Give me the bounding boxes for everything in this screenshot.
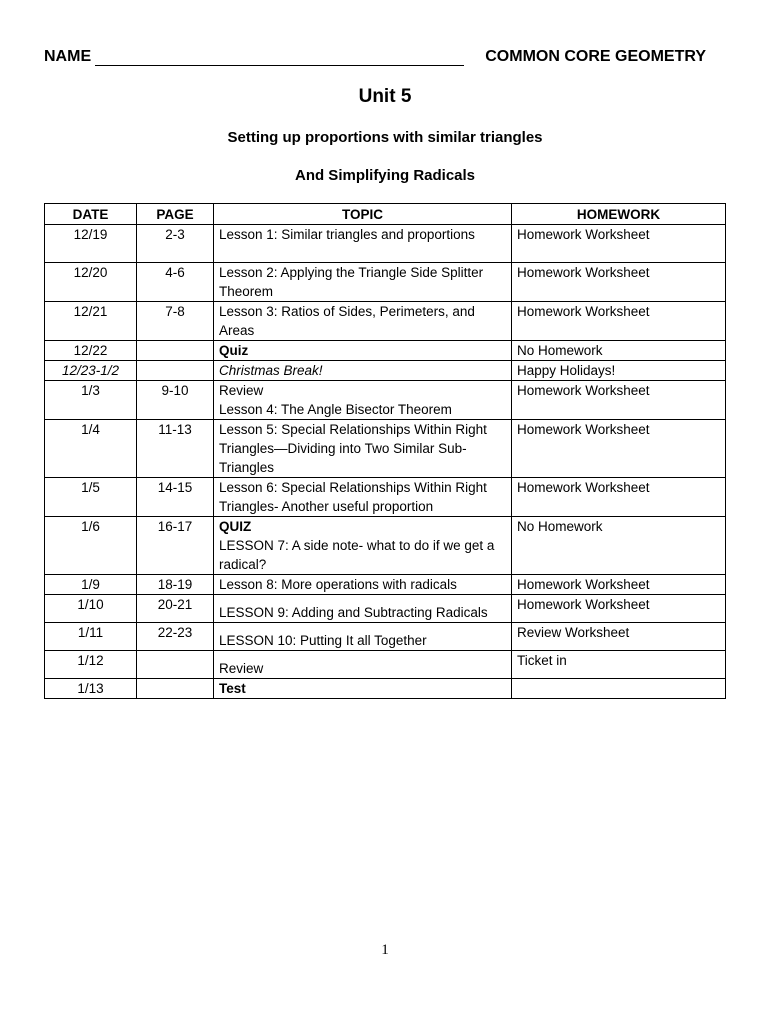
date-cell: 1/10 (45, 595, 137, 623)
topic-line: Lesson 4: The Angle Bisector Theorem (219, 402, 452, 417)
table-row (45, 361, 726, 381)
homework-cell: Homework Worksheet (512, 263, 726, 302)
topic-cell (214, 651, 512, 679)
homework-cell: Homework Worksheet (512, 420, 726, 478)
topic-line: QUIZ (219, 519, 252, 534)
date-cell: 1/13 (45, 679, 137, 699)
table-row (45, 623, 726, 651)
table-row (45, 517, 726, 575)
topic-cell (214, 361, 512, 381)
topic-cell (214, 420, 512, 478)
page-cell: 4-6 (137, 263, 214, 302)
date-cell: 12/21 (45, 302, 137, 341)
page-cell: 11-13 (137, 420, 214, 478)
column-header-topic: TOPIC (214, 204, 512, 225)
page-cell: 2-3 (137, 225, 214, 263)
unit-title: Unit 5 (358, 86, 412, 107)
table-row (45, 478, 726, 517)
topic-line: Lesson 2: Applying the Triangle Side Splitter (219, 265, 484, 280)
table-header-row (45, 204, 726, 225)
topic-line: Lesson 6: Special Relationships Within Right (219, 480, 487, 495)
topic-cell (214, 575, 512, 595)
page-cell: 14-15 (137, 478, 214, 517)
date-cell: 1/12 (45, 651, 137, 679)
homework-cell: Homework Worksheet (512, 575, 726, 595)
homework-cell: Homework Worksheet (512, 225, 726, 263)
topic-cell (214, 595, 512, 623)
page-cell (137, 341, 214, 361)
topic-cell (214, 302, 512, 341)
table-row (45, 225, 726, 263)
page-cell: 9-10 (137, 381, 214, 420)
homework-cell: Happy Holidays! (512, 361, 726, 381)
topic-line: LESSON 7: A side note- what to do if we get a (219, 538, 495, 553)
page-cell (137, 679, 214, 699)
table-row (45, 341, 726, 361)
topic-cell (214, 381, 512, 420)
date-cell: 1/6 (45, 517, 137, 575)
name-label: NAME (44, 48, 92, 65)
table-row (45, 595, 726, 623)
page-cell: 18-19 (137, 575, 214, 595)
name-blank-line (95, 65, 464, 66)
subtitle-radicals: And Simplifying Radicals (294, 167, 476, 184)
table-row (45, 679, 726, 699)
topic-line: Lesson 1: Similar triangles and proportions (219, 227, 475, 242)
homework-cell: No Homework (512, 517, 726, 575)
topic-line: Test (219, 681, 246, 696)
schedule-table (44, 203, 726, 699)
topic-cell (214, 623, 512, 651)
page-cell (137, 651, 214, 679)
topic-line: LESSON 10: Putting It all Together (219, 633, 427, 648)
date-cell: 12/19 (45, 225, 137, 263)
header-row (44, 48, 706, 70)
homework-cell: Homework Worksheet (512, 595, 726, 623)
topic-line: Theorem (219, 284, 274, 299)
table-row (45, 575, 726, 595)
topic-line: Triangles (219, 460, 275, 475)
topic-cell (214, 679, 512, 699)
column-header-page: PAGE (137, 204, 214, 225)
topic-line: Quiz (219, 343, 249, 358)
homework-cell: No Homework (512, 341, 726, 361)
table-row (45, 420, 726, 478)
page-cell (137, 361, 214, 381)
topic-line: Review (219, 383, 264, 398)
column-header-homework: HOMEWORK (512, 204, 726, 225)
topic-cell (214, 225, 512, 263)
course-title: COMMON CORE GEOMETRY (485, 48, 706, 65)
date-cell: 12/23-1/2 (45, 361, 137, 381)
topic-line: Lesson 5: Special Relationships Within Right (219, 422, 487, 437)
date-cell: 1/11 (45, 623, 137, 651)
date-cell: 1/3 (45, 381, 137, 420)
page-cell: 7-8 (137, 302, 214, 341)
topic-cell (214, 517, 512, 575)
page-cell: 20-21 (137, 595, 214, 623)
table-row (45, 381, 726, 420)
date-cell: 1/4 (45, 420, 137, 478)
topic-cell (214, 478, 512, 517)
topic-line: Lesson 8: More operations with radicals (219, 577, 457, 592)
topic-line: Areas (219, 323, 255, 338)
topic-line: LESSON 9: Adding and Subtracting Radicals (219, 605, 488, 620)
topic-line: radical? (219, 557, 267, 572)
table-row (45, 302, 726, 341)
page-cell: 16-17 (137, 517, 214, 575)
topic-cell (214, 263, 512, 302)
date-cell: 1/5 (45, 478, 137, 517)
date-cell: 1/9 (45, 575, 137, 595)
page-cell: 22-23 (137, 623, 214, 651)
table-row (45, 263, 726, 302)
subtitle-proportions: Setting up proportions with similar triangles (227, 129, 543, 146)
column-header-date: DATE (45, 204, 137, 225)
homework-cell (512, 679, 726, 699)
topic-line: Triangles- Another useful proportion (219, 499, 434, 514)
homework-cell: Ticket in (512, 651, 726, 679)
homework-cell: Homework Worksheet (512, 381, 726, 420)
date-cell: 12/22 (45, 341, 137, 361)
homework-cell: Homework Worksheet (512, 302, 726, 341)
topic-cell (214, 341, 512, 361)
homework-cell: Review Worksheet (512, 623, 726, 651)
topic-line: Review (219, 661, 264, 676)
topic-line: Christmas Break! (219, 363, 323, 378)
homework-cell: Homework Worksheet (512, 478, 726, 517)
table-row (45, 651, 726, 679)
topic-line: Lesson 3: Ratios of Sides, Perimeters, and (219, 304, 475, 319)
page-number: 1 (381, 942, 389, 958)
date-cell: 12/20 (45, 263, 137, 302)
topic-line: Triangles—Dividing into Two Similar Sub- (219, 441, 467, 456)
